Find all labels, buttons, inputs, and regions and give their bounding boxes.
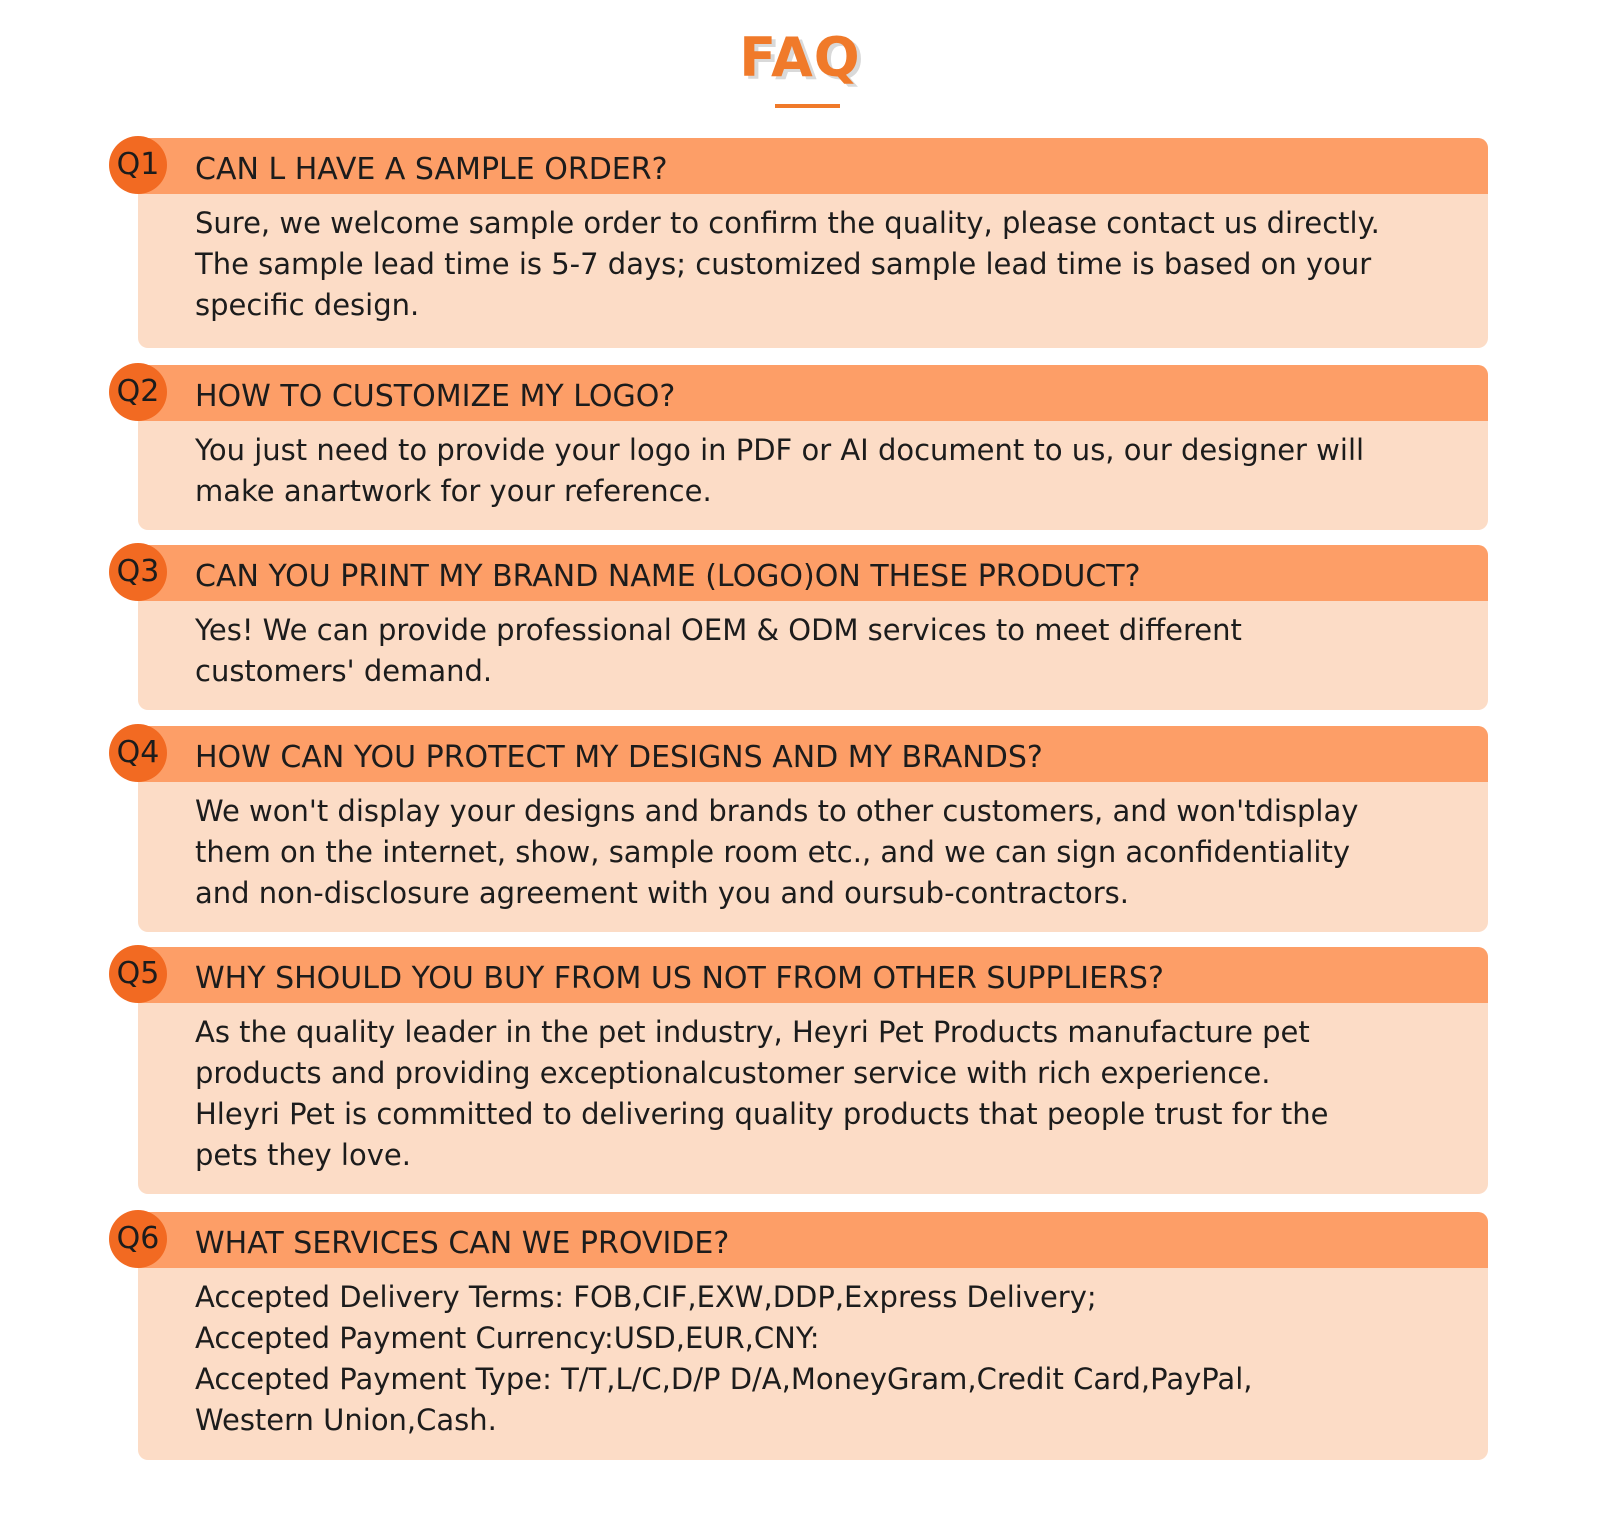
faq-question: WHAT SERVICES CAN WE PROVIDE? (195, 1226, 730, 1261)
faq-answer (195, 430, 1465, 512)
faq-question: CAN YOU PRINT MY BRAND NAME (LOGO)ON THESE PRODUCT? (195, 559, 1141, 594)
faq-card-q3 (116, 545, 1488, 710)
page-title: FAQ (739, 26, 861, 89)
answer-line: The sample lead time is 5-7 days; customized sample lead time is based on your (195, 247, 1372, 281)
question-number-badge: Q5 (109, 945, 167, 1003)
faq-card-q2 (116, 365, 1488, 530)
faq-answer (195, 791, 1465, 914)
question-number-badge: Q4 (109, 724, 167, 782)
title-underline (775, 104, 840, 108)
faq-answer (195, 1012, 1465, 1176)
faq-question: CAN L HAVE A SAMPLE ORDER? (195, 152, 668, 187)
answer-line: Accepted Payment Currency:USD,EUR,CNY: (195, 1321, 820, 1355)
answer-line: and non-disclosure agreement with you and oursub-contractors. (195, 876, 1129, 910)
faq-answer (195, 1277, 1465, 1441)
faq-question: WHY SHOULD YOU BUY FROM US NOT FROM OTHER SUPPLIERS? (195, 961, 1164, 996)
answer-line: Accepted Payment Type: T/T,L/C,D/P D/A,MoneyGram,Credit Card,PayPal, (195, 1362, 1253, 1396)
faq-answer (195, 610, 1465, 692)
faq-card-q1 (116, 138, 1488, 348)
faq-question: HOW TO CUSTOMIZE MY LOGO? (195, 379, 676, 414)
answer-line: them on the internet, show, sample room etc., and we can sign aconfidentiality (195, 835, 1351, 869)
question-number-badge: Q3 (109, 543, 167, 601)
answer-line: Yes! We can provide professional OEM & ODM services to meet different (195, 613, 1242, 647)
answer-line: products and providing exceptionalcustomer service with rich experience. (195, 1056, 1271, 1090)
answer-line: Accepted Delivery Terms: FOB,CIF,EXW,DDP,Express Delivery; (195, 1280, 1097, 1314)
faq-card-q5 (116, 947, 1488, 1194)
answer-line: pets they love. (195, 1138, 411, 1172)
answer-line: customers' demand. (195, 654, 493, 688)
answer-line: make anartwork for your reference. (195, 474, 712, 508)
answer-line: As the quality leader in the pet industry, Heyri Pet Products manufacture pet (195, 1015, 1310, 1049)
question-number-badge: Q2 (109, 363, 167, 421)
answer-line: We won't display your designs and brands to other customers, and won'tdisplay (195, 794, 1359, 828)
faq-card-q6 (116, 1212, 1488, 1460)
faq-answer (195, 203, 1465, 326)
question-number-badge: Q6 (109, 1210, 167, 1268)
answer-line: specific design. (195, 288, 420, 322)
answer-line: Hleyri Pet is committed to delivering quality products that people trust for the (195, 1097, 1329, 1131)
faq-card-q4 (116, 726, 1488, 932)
answer-line: Sure, we welcome sample order to confirm the quality, please contact us directly. (195, 206, 1380, 240)
faq-question: HOW CAN YOU PROTECT MY DESIGNS AND MY BRANDS? (195, 740, 1043, 775)
answer-line: You just need to provide your logo in PDF or AI document to us, our designer will (195, 433, 1365, 467)
question-number-badge: Q1 (109, 136, 167, 194)
answer-line: Western Union,Cash. (195, 1403, 497, 1437)
